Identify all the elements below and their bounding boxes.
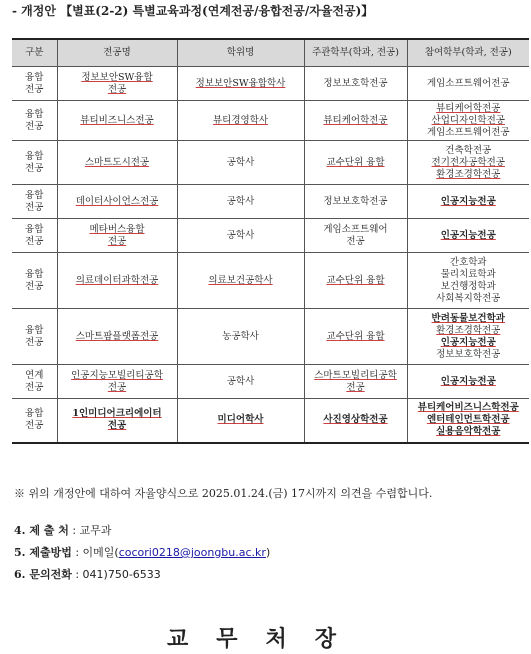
cell-major: 1인미디어크리에이터 전공: [57, 399, 177, 443]
contact-phone-value: : 041)750-6533: [75, 568, 161, 581]
cell-lead-dept: 교수단위 융합: [304, 309, 407, 365]
cell-type: 융합 전공: [12, 253, 57, 309]
cell-major: 뷰티비즈니스전공: [57, 101, 177, 141]
cell-type: 연계 전공: [12, 365, 57, 399]
cell-major: 인공지능모빌리티공학 전공: [57, 365, 177, 399]
participating-dept-item: 보건행정학과: [440, 280, 496, 292]
curriculum-table: [12, 38, 529, 444]
cell-major: 스마트도시전공: [57, 141, 177, 185]
cell-participating-dept: [407, 253, 529, 309]
cell-lead-dept: 정보보호학전공: [304, 185, 407, 219]
cell-major: 메타버스융합 전공: [57, 219, 177, 253]
participating-dept-item: 인공지능전공: [440, 336, 496, 348]
cell-degree: 공학사: [177, 185, 304, 219]
header-lead-dept: 주관학부(학과, 전공): [304, 39, 407, 67]
revision-notice: ※ 위의 개정안에 대하여 자율양식으로 2025.01.24.(금) 17시까지 의견을 수렴합니다.: [14, 487, 433, 500]
cell-type: 융합 전공: [12, 101, 57, 141]
cell-degree: 뷰티경영학사: [177, 101, 304, 141]
cell-major: 의료데이터과학전공: [57, 253, 177, 309]
cell-degree: 농공학사: [177, 309, 304, 365]
cell-type: 융합 전공: [12, 399, 57, 443]
section-heading: - 개정안 【별표(2-2) 특별교육과정(연계전공/융합전공/자율전공)】: [12, 4, 374, 18]
table-row: [12, 185, 529, 219]
cell-type: 융합 전공: [12, 185, 57, 219]
cell-participating-dept: [407, 365, 529, 399]
cell-lead-dept: 교수단위 융합: [304, 253, 407, 309]
contact-phone-label: 6. 문의전화: [14, 568, 72, 581]
cell-degree: 미디어학사: [177, 399, 304, 443]
participating-dept-item: 실용음악학전공: [436, 426, 501, 438]
participating-dept-item: 인공지능전공: [440, 375, 496, 387]
participating-dept-item: 인공지능전공: [440, 195, 496, 207]
cell-lead-dept: 게임소프트웨어 전공: [304, 219, 407, 253]
participating-dept-item: 게임소프트웨어전공: [426, 126, 510, 138]
cell-degree: 공학사: [177, 219, 304, 253]
submission-method: [14, 544, 270, 560]
cell-type: 융합 전공: [12, 67, 57, 101]
cell-major: 스마트팜플랫폼전공: [57, 309, 177, 365]
cell-type: 융합 전공: [12, 141, 57, 185]
participating-dept-item: 뷰티케어학전공: [436, 102, 501, 114]
table-header-row: [12, 39, 529, 67]
table-row: [12, 141, 529, 185]
participating-dept-item: 뷰티케어비즈니스학전공: [417, 402, 519, 414]
cell-participating-dept: [407, 101, 529, 141]
participating-dept-item: 반려동물보건학과: [431, 312, 505, 324]
table-row: [12, 253, 529, 309]
table-row: [12, 399, 529, 443]
cell-lead-dept: 정보보호학전공: [304, 67, 407, 101]
header-degree: 학위명: [177, 39, 304, 67]
participating-dept-item: 사회복지학전공: [436, 292, 501, 304]
table-row: [12, 101, 529, 141]
participating-dept-item: 인공지능전공: [440, 229, 496, 241]
cell-type: 융합 전공: [12, 309, 57, 365]
cell-major: 데이터사이언스전공: [57, 185, 177, 219]
submission-method-label: 5. 제출방법: [14, 546, 72, 559]
participating-dept-item: 환경조경학전공: [436, 324, 501, 336]
participating-dept-item: 엔터테인먼트학전공: [426, 414, 510, 426]
cell-lead-dept: 뷰티케어학전공: [304, 101, 407, 141]
participating-dept-item: 산업디자인학전공: [431, 114, 505, 126]
cell-participating-dept: [407, 67, 529, 101]
participating-dept-item: 전기전자공학전공: [431, 156, 505, 168]
cell-type: 융합 전공: [12, 219, 57, 253]
participating-dept-item: 게임소프트웨어전공: [426, 77, 510, 89]
header-type: 구분: [12, 39, 57, 67]
cell-participating-dept: [407, 141, 529, 185]
table-row: [12, 309, 529, 365]
cell-degree: 의료보건공학사: [177, 253, 304, 309]
header-major: 전공명: [57, 39, 177, 67]
cell-participating-dept: [407, 185, 529, 219]
table-row: [12, 365, 529, 399]
cell-degree: 공학사: [177, 141, 304, 185]
participating-dept-item: 간호학과: [449, 256, 487, 268]
submission-to-value: : 교무과: [72, 524, 112, 537]
contact-phone: [14, 566, 161, 582]
header-participating-dept: 참여학부(학과, 전공): [407, 39, 529, 67]
cell-participating-dept: [407, 399, 529, 443]
office-signature: 교무처장: [166, 626, 364, 652]
submission-method-prefix: : 이메일(: [75, 546, 119, 559]
submission-to: [14, 522, 111, 538]
cell-degree: 공학사: [177, 365, 304, 399]
participating-dept-item: 정보보호학전공: [436, 348, 501, 360]
table-row: [12, 219, 529, 253]
table-row: [12, 67, 529, 101]
submission-to-label: 4. 제 출 처: [14, 524, 69, 537]
cell-lead-dept: 교수단위 융합: [304, 141, 407, 185]
participating-dept-item: 건축학전공: [445, 144, 492, 156]
cell-degree: 정보보안SW융합학사: [177, 67, 304, 101]
cell-lead-dept: 스마트모빌리티공학 전공: [304, 365, 407, 399]
cell-participating-dept: [407, 219, 529, 253]
submission-method-suffix: ): [265, 546, 271, 559]
participating-dept-item: 물리치료학과: [440, 268, 496, 280]
email-link[interactable]: cocori0218@joongbu.ac.kr: [118, 546, 266, 559]
cell-participating-dept: [407, 309, 529, 365]
cell-major: 정보보안SW융합 전공: [57, 67, 177, 101]
participating-dept-item: 환경조경학전공: [436, 168, 501, 180]
cell-lead-dept: 사진영상학전공: [304, 399, 407, 443]
